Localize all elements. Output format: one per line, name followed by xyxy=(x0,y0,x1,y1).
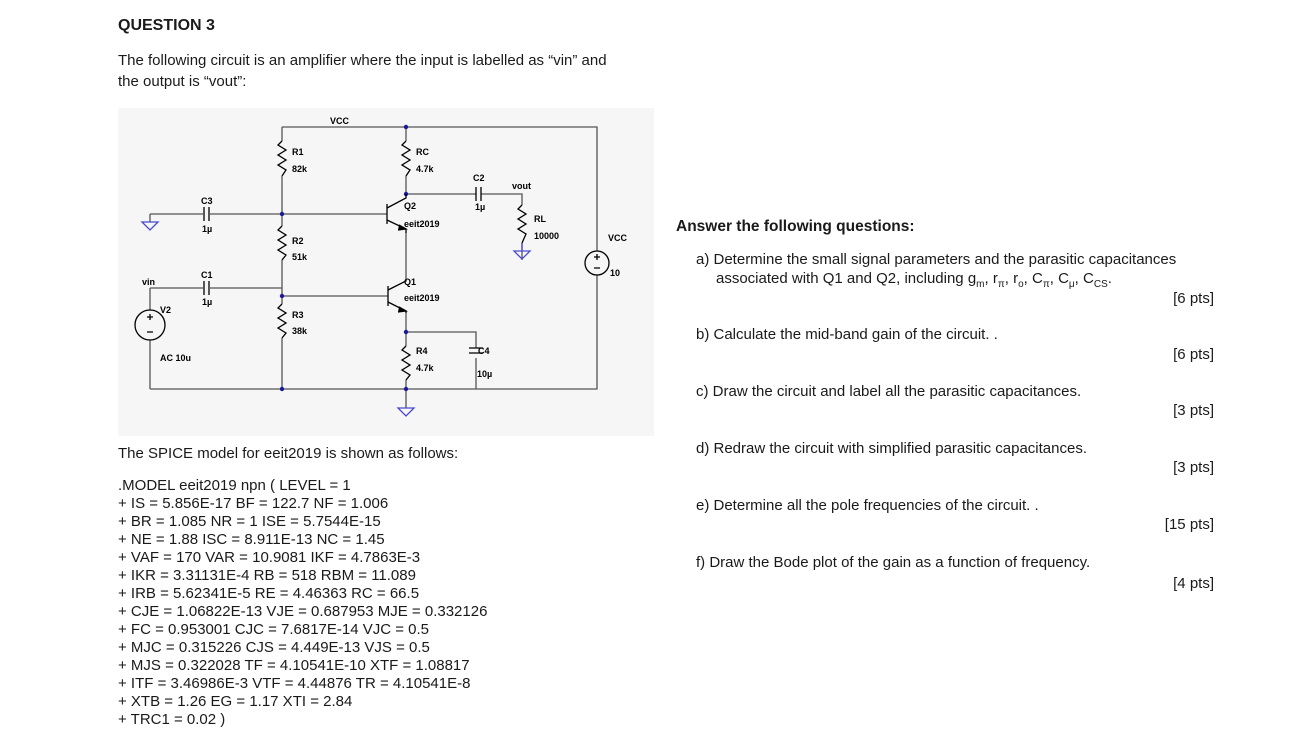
c2-name: C2 xyxy=(473,173,485,183)
question-e-points: [15 pts] xyxy=(1164,516,1214,533)
resistor-r4-symbol xyxy=(402,346,410,380)
question-e: e) Determine all the pole frequencies of the circuit. . xyxy=(696,497,1039,514)
rc-name: RC xyxy=(416,147,429,157)
question-title: QUESTION 3 xyxy=(118,17,215,34)
c4-value: 10µ xyxy=(477,369,493,379)
v2-name: V2 xyxy=(160,305,172,315)
vcc-source-value: 10 xyxy=(610,268,621,278)
question-f-points: [4 pts] xyxy=(1173,575,1214,592)
question-b: b) Calculate the mid-band gain of the circuit. . xyxy=(696,326,998,343)
spice-model-line: + NE = 1.88 ISC = 8.911E-13 NC = 1.45 xyxy=(118,531,385,548)
c1-name: C1 xyxy=(201,270,213,280)
rl-name: RL xyxy=(534,214,546,224)
ac-source-label: AC 10u xyxy=(160,353,192,363)
r3-value: 38k xyxy=(292,326,308,336)
q1-model: eeit2019 xyxy=(404,293,440,303)
intro-line-1: The following circuit is an amplifier where the input is labelled as “vin” and xyxy=(118,52,607,69)
c3-value: 1µ xyxy=(202,224,213,234)
vcc-top-label: VCC xyxy=(330,116,350,126)
q2-model: eeit2019 xyxy=(404,219,440,229)
r3-name: R3 xyxy=(292,310,304,320)
spice-model-line: + XTB = 1.26 EG = 1.17 XTI = 2.84 xyxy=(118,693,353,710)
spice-model-line: + BR = 1.085 NR = 1 ISE = 5.7544E-15 xyxy=(118,513,381,530)
r1-name: R1 xyxy=(292,147,304,157)
resistor-r3-symbol xyxy=(278,304,286,338)
question-b-points: [6 pts] xyxy=(1173,346,1214,363)
question-a-points: [6 pts] xyxy=(1173,290,1214,307)
r2-value: 51k xyxy=(292,252,308,262)
spice-model-line: + TRC1 = 0.02 ) xyxy=(118,711,226,728)
capacitor-c3-symbol xyxy=(204,207,209,221)
question-d: d) Redraw the circuit with simplified parasitic capacitances. xyxy=(696,440,1087,457)
rc-value: 4.7k xyxy=(416,164,434,174)
question-c: c) Draw the circuit and label all the parasitic capacitances. xyxy=(696,383,1082,400)
capacitor-c2-symbol xyxy=(476,187,481,201)
ground-icon xyxy=(398,408,414,416)
intro-line-2: the output is “vout”: xyxy=(118,73,247,90)
c1-value: 1µ xyxy=(202,297,213,307)
resistor-rc-symbol xyxy=(402,141,410,176)
vcc-source-label: VCC xyxy=(608,233,628,243)
resistor-r1-symbol xyxy=(278,141,286,176)
q1-name: Q1 xyxy=(404,277,417,287)
question-f: f) Draw the Bode plot of the gain as a function of frequency. xyxy=(696,554,1091,571)
vcc-source-symbol xyxy=(585,251,609,275)
c2-value: 1µ xyxy=(475,202,486,212)
resistor-rl-symbol xyxy=(518,205,526,243)
spice-model-line: + IRB = 5.62341E-5 RE = 4.46363 RC = 66.5 xyxy=(118,585,420,602)
spice-intro: The SPICE model for eeit2019 is shown as follows: xyxy=(118,445,459,462)
spice-model-line: + ITF = 3.46986E-3 VTF = 4.44876 TR = 4.10541E-8 xyxy=(118,675,471,692)
spice-model-line: + MJS = 0.322028 TF = 4.10541E-10 XTF = 1.08817 xyxy=(118,657,470,674)
amplifier-circuit-diagram xyxy=(118,108,654,436)
r2-name: R2 xyxy=(292,236,304,246)
r4-value: 4.7k xyxy=(416,363,434,373)
question-d-points: [3 pts] xyxy=(1173,459,1214,476)
rl-value: 10000 xyxy=(534,231,560,241)
spice-model-line: + VAF = 170 VAR = 10.9081 IKF = 4.7863E-3 xyxy=(118,549,421,566)
question-a-line-1: a) Determine the small signal parameters and the parasitic capacitances xyxy=(696,251,1177,268)
question-a-line-2: associated with Q1 and Q2, including $g_m$, $r_\pi$, $r_o$, $C_\pi$, $C_\mu$, $C_{CS}$. xyxy=(716,270,1112,290)
c4-name: C4 xyxy=(478,346,490,356)
resistor-r2-symbol xyxy=(278,226,286,260)
question-c-points: [3 pts] xyxy=(1173,402,1214,419)
vout-label: vout xyxy=(512,181,531,191)
ground-icon xyxy=(142,222,158,230)
r1-value: 82k xyxy=(292,164,308,174)
spice-model-line: + CJE = 1.06822E-13 VJE = 0.687953 MJE = 0.332126 xyxy=(118,603,488,620)
capacitor-c1-symbol xyxy=(204,281,209,295)
spice-model-line: .MODEL eeit2019 npn ( LEVEL = 1 xyxy=(118,477,351,494)
r4-name: R4 xyxy=(416,346,428,356)
c3-name: C3 xyxy=(201,196,213,206)
spice-model-line: + IS = 5.856E-17 BF = 122.7 NF = 1.006 xyxy=(118,495,389,512)
answer-title: Answer the following questions: xyxy=(676,218,915,235)
spice-model-line: + IKR = 3.31131E-4 RB = 518 RBM = 11.089 xyxy=(118,567,416,584)
spice-model-line: + MJC = 0.315226 CJS = 4.449E-13 VJS = 0.5 xyxy=(118,639,430,656)
q2-name: Q2 xyxy=(404,201,417,211)
spice-model-line: + FC = 0.953001 CJC = 7.6817E-14 VJC = 0.5 xyxy=(118,621,430,638)
vin-label: vin xyxy=(142,277,156,287)
